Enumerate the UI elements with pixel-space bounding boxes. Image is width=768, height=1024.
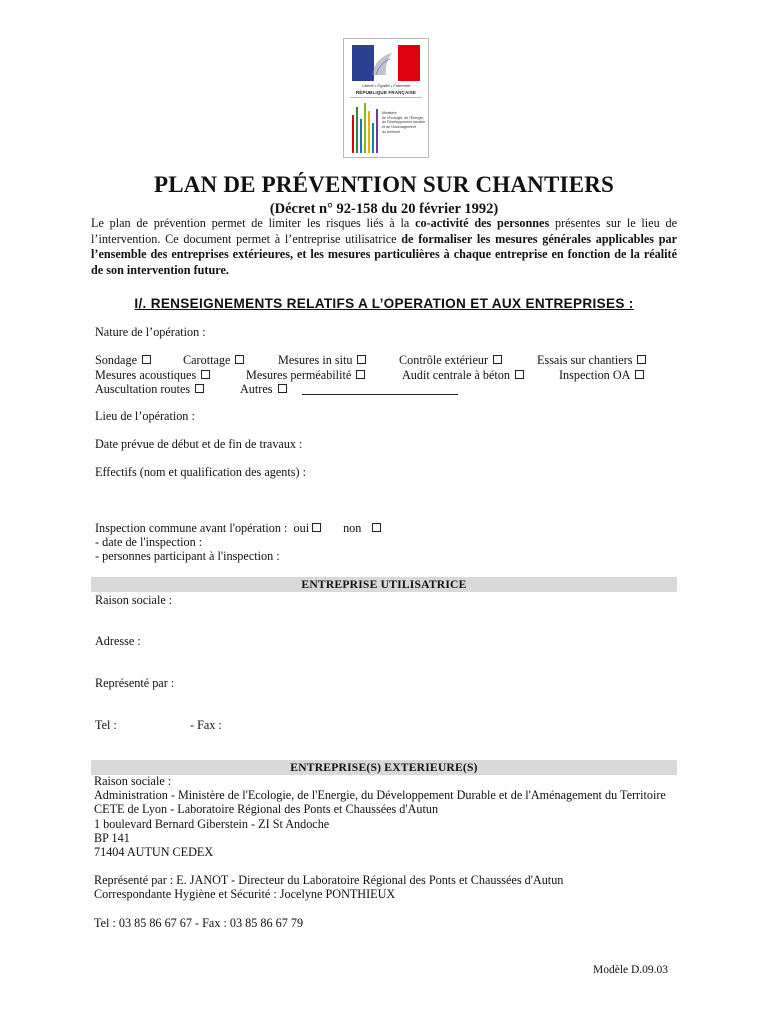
option-mesures-acoustiques: Mesures acoustiques xyxy=(95,368,210,383)
option-auscultation-routes: Auscultation routes xyxy=(95,382,204,397)
autres-checkbox[interactable] xyxy=(278,384,287,393)
inspection-commune-label: Inspection commune avant l'opération : oui non xyxy=(95,521,381,536)
exterieure-represente: Représenté par : E. JANOT - Directeur du Laboratoire Régional des Ponts et Chaussées d'Autun xyxy=(94,873,564,888)
date-inspection-label: - date de l'inspection : xyxy=(95,535,203,549)
mesures-permeabilite-checkbox[interactable] xyxy=(356,370,365,379)
model-reference: Modèle D.09.03 xyxy=(593,964,669,976)
inspection-non-checkbox[interactable] xyxy=(372,523,381,532)
option-sondage: Sondage xyxy=(95,353,151,368)
option-autres: Autres xyxy=(240,382,287,397)
utilisatrice-adresse-label: Adresse : xyxy=(95,634,141,648)
logo-divider xyxy=(350,97,422,98)
intro-paragraph: Le plan de prévention permet de limiter les risques liés à la co-activité des personnes présentes sur le lieu de l’intervention. Ce document permet à l’entreprise utilisatrice de formaliser les mesures générales applicables par l’ensemble des entreprises extérieures, et les mesures particulières à chaque entreprise en fonction de la réalité de son intervention future. xyxy=(91,216,677,277)
option-inspection-oa: Inspection OA xyxy=(559,368,644,383)
utilisatrice-represente-label: Représenté par : xyxy=(95,676,175,690)
exterieure-address-line2: BP 141 xyxy=(94,830,130,845)
autres-text-line[interactable] xyxy=(302,394,458,395)
logo-motto: Liberté • Égalité • Fraternité xyxy=(361,83,411,88)
exterieure-administration: Administration - Ministère de l'Ecologie, de l'Energie, du Développement Durable et de l'Aménagement du Territoire xyxy=(94,788,666,803)
exterieure-address-line3: 71404 AUTUN CEDEX xyxy=(94,845,214,860)
utilisatrice-tel-label: Tel : xyxy=(95,718,117,732)
personnes-inspection-label: - personnes participant à l'inspection : xyxy=(95,549,280,563)
exterieure-cete: CETE de Lyon - Laboratoire Régional des Ponts et Chaussées d'Autun xyxy=(94,802,439,817)
effectifs-label: Effectifs (nom et qualification des agents) : xyxy=(95,465,306,479)
dates-travaux-label: Date prévue de début et de fin de travaux : xyxy=(95,437,303,451)
option-carottage: Carottage xyxy=(183,353,244,368)
document-subtitle: (Décret n° 92-158 du 20 février 1992) xyxy=(269,201,499,217)
inspection-oui-checkbox[interactable] xyxy=(312,523,321,532)
utilisatrice-raison-sociale-label: Raison sociale : xyxy=(95,593,173,607)
carottage-checkbox[interactable] xyxy=(235,355,244,364)
entreprise-utilisatrice-band: ENTREPRISE UTILISATRICE xyxy=(91,577,677,592)
exterieure-details xyxy=(94,774,678,930)
entreprises-exterieures-band: ENTREPRISE(S) EXTERIEURE(S) xyxy=(91,760,677,775)
nature-operation-label: Nature de l’opération : xyxy=(95,325,206,339)
option-audit-centrale-beton: Audit centrale à béton xyxy=(402,368,524,383)
lieu-operation-label: Lieu de l’opération : xyxy=(95,409,195,423)
auscultation-routes-checkbox[interactable] xyxy=(195,384,204,393)
logo-country-name: RÉPUBLIQUE FRANÇAISE xyxy=(355,90,417,95)
sondage-checkbox[interactable] xyxy=(142,355,151,364)
audit-centrale-beton-checkbox[interactable] xyxy=(515,370,524,379)
inspection-oa-checkbox[interactable] xyxy=(635,370,644,379)
essais-sur-chantiers-checkbox[interactable] xyxy=(637,355,646,364)
option-mesures-permeabilite: Mesures perméabilité xyxy=(246,368,365,383)
ministry-bars-icon xyxy=(350,101,380,153)
utilisatrice-fax-label: - Fax : xyxy=(190,718,222,732)
document-title: PLAN DE PRÉVENTION SUR CHANTIERS xyxy=(153,172,615,197)
exterieure-address-line1: 1 boulevard Bernard Giberstein - ZI St Andoche xyxy=(94,816,330,831)
exterieure-tel-fax: Tel : 03 85 86 67 67 - Fax : 03 85 86 67 79 xyxy=(94,915,304,930)
mesures-in-situ-checkbox[interactable] xyxy=(357,355,366,364)
marianne-flag-icon xyxy=(352,45,420,81)
option-mesures-in-situ: Mesures in situ xyxy=(278,353,366,368)
exterieure-raison-sociale-label: Raison sociale : xyxy=(94,774,172,788)
mesures-acoustiques-checkbox[interactable] xyxy=(201,370,210,379)
exterieure-correspondante: Correspondante Hygiène et Sécurité : Jocelyne PONTHIEUX xyxy=(94,887,396,902)
option-essais-sur-chantiers: Essais sur chantiers xyxy=(537,353,646,368)
controle-exterieur-checkbox[interactable] xyxy=(493,355,502,364)
republique-francaise-logo xyxy=(343,38,429,158)
logo-ministry-text: Ministère de l'Écologie, de l'Énergie, du Développement durable et de l'Aménagement du territoire xyxy=(382,111,426,134)
section-heading: I/. RENSEIGNEMENTS RELATIFS A L’OPERATION ET AUX ENTREPRISES : xyxy=(134,296,634,311)
option-controle-exterieur: Contrôle extérieur xyxy=(399,353,502,368)
